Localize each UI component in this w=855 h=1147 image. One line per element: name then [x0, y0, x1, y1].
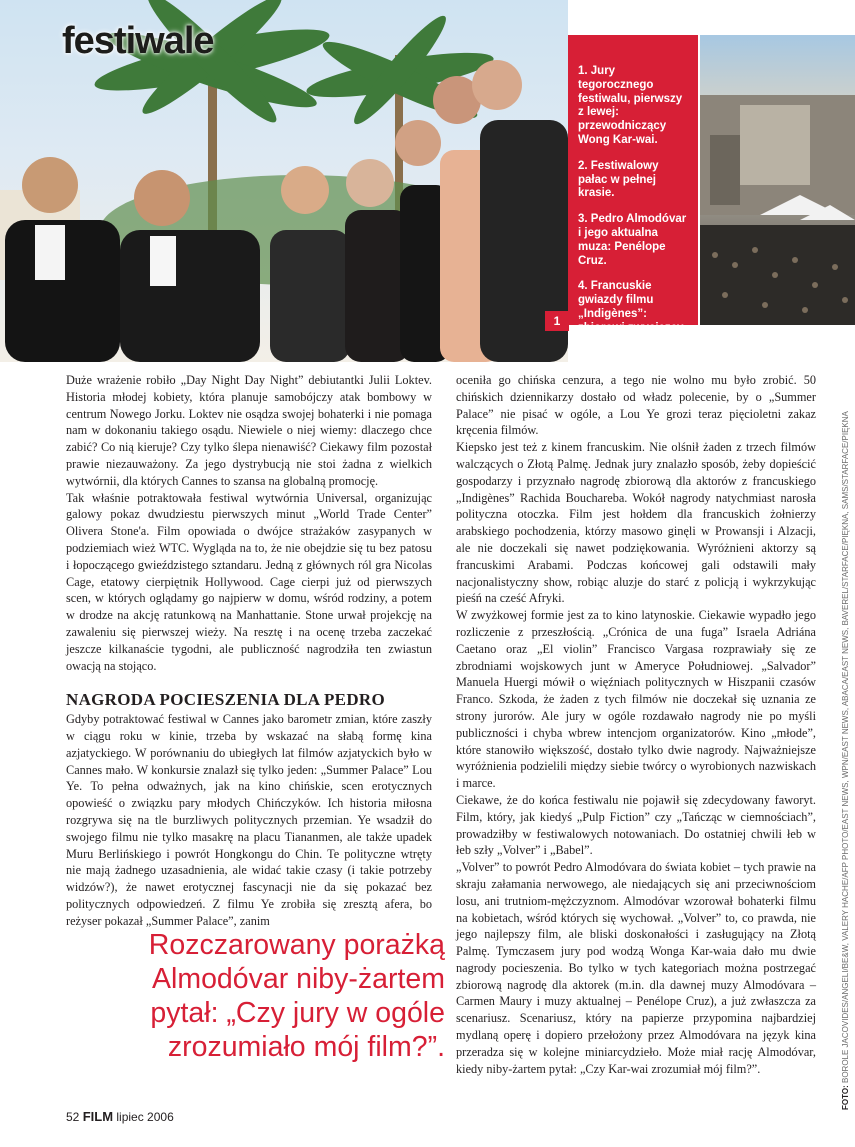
paragraph: Ciekawe, że do końca festiwalu nie pojawił się zdecydowany faworyt. Film, który, jak kiedyś „Pulp Fiction” czy „Tańcząc w ciemnościach”, prowadziłby w festiwalowych notowaniach. Do ostatniej chwili łeb w łeb szły „Volver” i „Babel”.: [456, 792, 816, 858]
photo-credits-label: FOTO:: [841, 1085, 850, 1110]
caption-1: 1. Jury tegorocznego festiwalu, pierwszy z lewej: przewodniczący Wong Kar-wai.: [578, 65, 683, 146]
photo-credits: [841, 411, 850, 1110]
section-subheading: NAGRODA POCIESZENIA DLA PEDRO: [66, 690, 385, 710]
page-number: 52: [66, 1110, 80, 1124]
paragraph: oceniła go chińska cenzura, a tego nie wolno mu było zrobić. 50 chińskich dziennikarzy dostało od władz polecenie, by o „Summer Palace” nie pisać w ogóle, a Lou Ye grozi teraz pięcioletni zakaz kręcenia filmów.: [456, 373, 816, 438]
article-left-column: [66, 372, 432, 930]
pull-quote: Rozczarowany porażką Almodóvar niby-żartem pytał: „Czy jury w ogóle zrozumiało mój film?”.: [148, 929, 445, 1063]
magazine-name: FILM: [82, 1109, 114, 1124]
paragraph: Tak właśnie potraktowała festiwal wytwórnia Universal, organizując galowy pokaz dwudziestu pierwszych minut „World Trade Center” Olivera Stone'a. Film opowiada o dwójce strażaków zasypanych w podziemiach wież WTC. Wygląda na to, że nie obejdzie się tu bez patosu i łopoczącego gwieździstego sztandaru. Jedną z głównych ról gra Nicolas Cage, etatowy cierpiętnik Hollywood. Cage cierpi już od pierwszych scen, w których oglądamy go najpierw w domu, wśród rodziny, a potem w drodze na akcję ratunkową na Manhattanie. Stone urwał projekcję na zawaleniu się pierwszej wieży. Na resztę i na ocenę trzeba zaczekać jeszcze kilkanaście tygodni, ale publiczność nagrodziła ten zwiastun owacją na stojąco.: [66, 490, 432, 673]
paragraph: Duże wrażenie robiło „Day Night Day Night” debiutantki Julii Loktev. Historia młodej kobiety, która planuje samobójczy atak bombowy w centrum Nowego Jorku. Loktev nie osądza swojej bohaterki i nie pomaga nam w dokonaniu takiego osądu. Niewiele o niej wiemy: dlaczego chce zabić? Co nią kieruje? Czy tylko ślepa nienawiść? Ciekawy film pozostał prawie niezauważony. Za jego dystrybucją nie stoi żadna z wielkich wytwórnii, dla których Cannes to szansa na globalną promocję.: [66, 373, 432, 488]
photo-number-badge: 1: [545, 311, 569, 331]
caption-3: 3. Pedro Almodóvar i jego aktualna muza: Penélope Cruz.: [578, 213, 687, 267]
photo-captions: [568, 35, 698, 362]
article-right-column: [456, 372, 816, 1077]
page-footer: [66, 1109, 174, 1124]
paragraph: Gdyby potraktować festiwal w Cannes jako barometr zmian, które zaszły w ciągu roku w kinie, trzeba by wskazać na słabą formę kina azjatyckiego. W porównaniu do ubiegłych lat filmów azjatyckich było w Cannes mało. W konkursie znalazł się tylko jeden: „Summer Palace” Lou Ye. To pełna odważnych, jak na kino chińskie, scen erotycznych opowieść o związku pary młodych Chińczyków. Ich historia miłosna rozgrywa się na tle burzliwych politycznych przemian. Ye wsadził do swojego filmu nie tylko masakrę na placu Tiananmen, ale także upadek Muru Berlińskiego i powrót Hongkongu do Chin. Te polityczne wtręty nie mają żadnego uzasadnienia, ale widać takie czasy (i takie potrzeby widzów?), że nawet erotycznej fascynacji nie da się pokazać bez politycznych odpowiedzeń. Z filmu Ye zrobiła się zresztą afera, bo reżyser pokazał „Summer Palace”, zanim: [66, 712, 432, 928]
caption-2: 2. Festiwalowy pałac w pełnej krasie.: [578, 159, 659, 200]
section-label: festiwale: [62, 20, 214, 62]
paragraph: W zwyżkowej formie jest za to kino latynoskie. Ciekawie wypadło jego rozliczenie z przeszłością. „Crónica de una fuga” Israela Adriána Caetano oraz „El violin” Francisco Vargasa rozprawiały się ze zbrodniami wojskowych junt w Ameryce Południowej. „Salvador” Manuela Huergi mówił o więźniach politycznych w Hiszpanii czasów Franco. Szkoda, że żaden z tych filmów nie doczekał się uznania ze strony jurorów. Ale jury w ogóle rozdawało nagrody nie po myśli publiczności i chyba wbrew intencjom organizatorów. Kino „młode”, które stanowiło większość, dostało tylko dwie nagrody. Najważniejsze wyróżnienia podzielili między siebie twórcy o wyrobionych nazwiskach i marce.: [456, 608, 816, 791]
festival-palace-photo: [700, 35, 855, 325]
paragraph: Kiepsko jest też z kinem francuskim. Nie olśnił żaden z trzech filmów walczących o Złotą Palmę. Jednak jury znalazło sposób, żeby dopieścić gospodarzy i przyznało nagrodę zbiorową dla aktorów z francuskiego „Indigènes” Rachida Bouchareba. Wokół nagrody natychmiast narosła polityczna otoczka. Film jest hołdem dla francuskich żołnierzy arabskiego pochodzenia, którzy masowo ginęli w Prowansji i Alzacji, ale nie doczekali się nawet podziękowania. Wyróżnieni aktorzy są francuskimi Arabami. Podczas końcowej gali odstawili mały nacjonalistyczny show, robiąc aluzje do starć z policją i wykrzykując pieśń na cześć Afryki.: [456, 440, 816, 606]
paragraph: „Volver” to powrót Pedro Almodóvara do świata kobiet – tych prawie na skraju załamania nerwowego, ale niedających się ani przeciwnościom losu, ani trutniom-mężczyznom. Almodóvar wzorował bohaterki filmu na kobietach, wśród których się wychował. „Volver” to, co prawda, nie jego najlepszy film, ale bliski doskonałości i zasługujący na Złotą Palmę. Tymczasem jury pod wodzą Wonga Kar-waia dało mu dwie nagrody pocieszenia. Bo tylko w tych kategoriach można postrzegać zbiorową nagrodę dla aktorek (m.in. dla dawnej muzy Almodóvara – Carmen Maury i muzy aktualnej – Penélope Cruz), a już zwłaszcza za scenariusz. Scenariusz, który na papierze przypomina najbardziej mydlaną operę i dopiero przełożony przez Almodóvara na język kina przeradza się w kolejne miniarcydzieło. Może miał rację Almodóvar, kiedy niby-żartem pytał: „Czy Kar-wai zrozumiał mój film?”.: [456, 860, 816, 1076]
palace-photo-illustration: [700, 35, 855, 325]
issue-date: lipiec 2006: [116, 1110, 174, 1124]
photo-credits-text: BOROLE JACOVIDES/ANGELI/BE&W, VALERY HACHE/AFP PHOTO/EAST NEWS, WPN/EAST NEWS, ABACA/EAST NEWS, BAVEREL/STARFACE/PIĘKNA, SAMS/STARFACE/PIĘKNA: [841, 411, 850, 1084]
caption-4: 4. Francuskie gwiazdy filmu „Indigènes”: zbiorowi zwycięzcy kategorii „najlepszy aktor”.: [578, 280, 687, 362]
